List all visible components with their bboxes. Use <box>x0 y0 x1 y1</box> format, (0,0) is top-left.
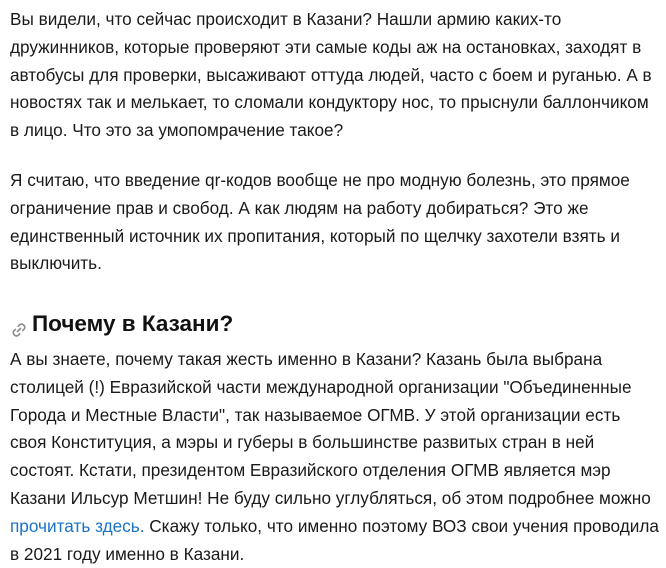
link-icon[interactable] <box>10 317 28 335</box>
paragraph-why-kazan <box>10 346 660 568</box>
paragraph-opinion: Я считаю, что введение qr-кодов вообще не про модную болезнь, это прямое ограничение прав и свобод. А как людям на работу добираться? Это же единственный источник их пропитания, который по щелчку захотели взять и выключить. <box>10 170 630 274</box>
read-here-link[interactable]: прочитать здесь. <box>10 515 145 536</box>
paragraph-text-after-link: Скажу только, что именно поэтому ВОЗ свои учения проводила в 2021 году именно в Казани. <box>10 515 659 564</box>
section-heading <box>10 309 233 339</box>
section-heading-text: Почему в Казани? <box>32 311 234 336</box>
paragraph-intro: Вы видели, что сейчас происходит в Казани? Нашли армию каких-то дружинников, которые проверяют эти самые коды аж на остановках, заходят в автобусы для проверки, высаживают оттуда людей, часто с боем и руганью. А в новостях так и мелькает, то сломали кондуктору нос, то прыснули баллончиком в лицо. Что это за умопомрачение такое? <box>10 9 652 141</box>
paragraph-text-before-link: А вы знаете, почему такая жесть именно в Казани? Казань была выбрана столицей (!) Евразийской части международной организации "Объединенные Города и Местные Власти", так называемое ОГМВ. У этой организации есть своя Конституция, а мэры и губеры в большинстве развитых стран в ней состоят. Кстати, президентом Евразийского отделения ОГМВ является мэр Казани Ильсур Метшин! Не буду сильно углубляться, об этом подробнее можно <box>10 349 651 508</box>
